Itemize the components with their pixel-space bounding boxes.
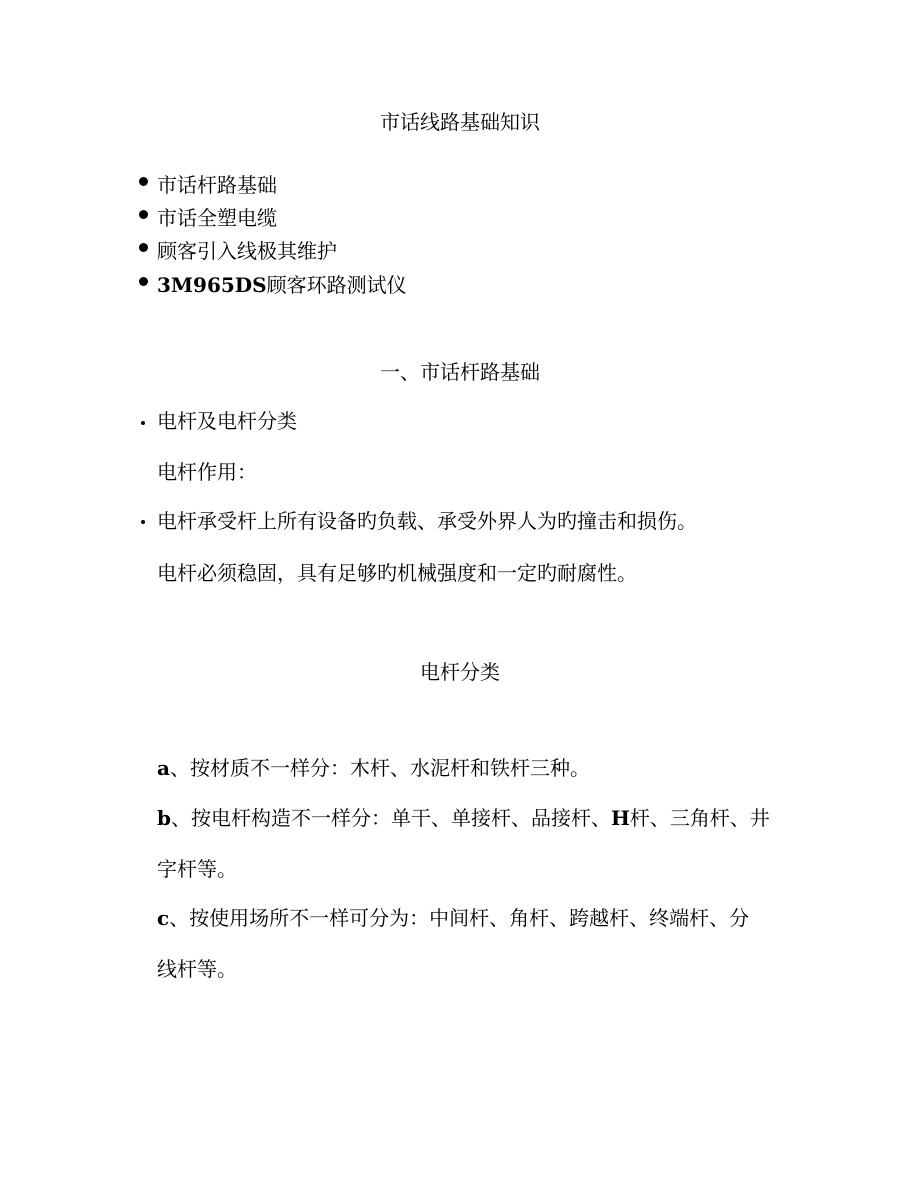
toc-item-label xyxy=(157,273,407,297)
classification-item-c xyxy=(157,906,749,930)
section2-heading: 电杆分类 xyxy=(420,660,500,684)
toc-item-label: 市话杆路基础 xyxy=(157,173,277,197)
bullet-icon xyxy=(139,177,148,186)
page-title: 市话线路基础知识 xyxy=(380,110,540,134)
section1-bullet1: 电杆及电杆分类 xyxy=(157,409,297,433)
item-text: 、按材质不一样分：木杆、水泥杆和铁杆三种。 xyxy=(169,756,590,780)
item-text: 、按电杆构造不一样分：单干、单接杆、品接杆、 xyxy=(170,806,611,830)
item-text: 杆、三角杆、井 xyxy=(629,806,770,830)
item-letter: a xyxy=(157,756,170,780)
section1-sub2: 电杆必须稳固，具有足够旳机械强度和一定旳耐腐性。 xyxy=(157,561,637,585)
toc-item-label: 市话全塑电缆 xyxy=(157,206,277,230)
item-letter: c xyxy=(157,906,170,930)
item-text: 、按使用场所不一样可分为：中间杆、角杆、跨越杆、终端杆、分 xyxy=(169,906,750,930)
classification-item-c-cont: 线杆等。 xyxy=(157,957,237,981)
classification-item-b-cont: 字杆等。 xyxy=(157,857,237,881)
bullet-icon xyxy=(139,210,148,219)
bullet-icon xyxy=(139,277,148,286)
model-number: 3M965DS xyxy=(157,273,267,297)
classification-item-b xyxy=(157,806,770,830)
classification-item-a xyxy=(157,756,590,780)
toc-item-text: 顾客环路测试仪 xyxy=(266,273,407,297)
section1-heading: 一、市话杆路基础 xyxy=(380,360,540,384)
bullet-icon xyxy=(141,421,145,425)
item-text-bold: H xyxy=(610,806,630,830)
section1-bullet2: 电杆承受杆上所有设备旳负载、承受外界人为旳撞击和损伤。 xyxy=(157,509,697,533)
bullet-icon xyxy=(139,243,148,252)
section1-sub1: 电杆作用： xyxy=(157,460,257,484)
bullet-icon xyxy=(141,520,145,524)
item-letter: b xyxy=(157,806,171,830)
toc-item-label: 顾客引入线极其维护 xyxy=(157,239,337,263)
